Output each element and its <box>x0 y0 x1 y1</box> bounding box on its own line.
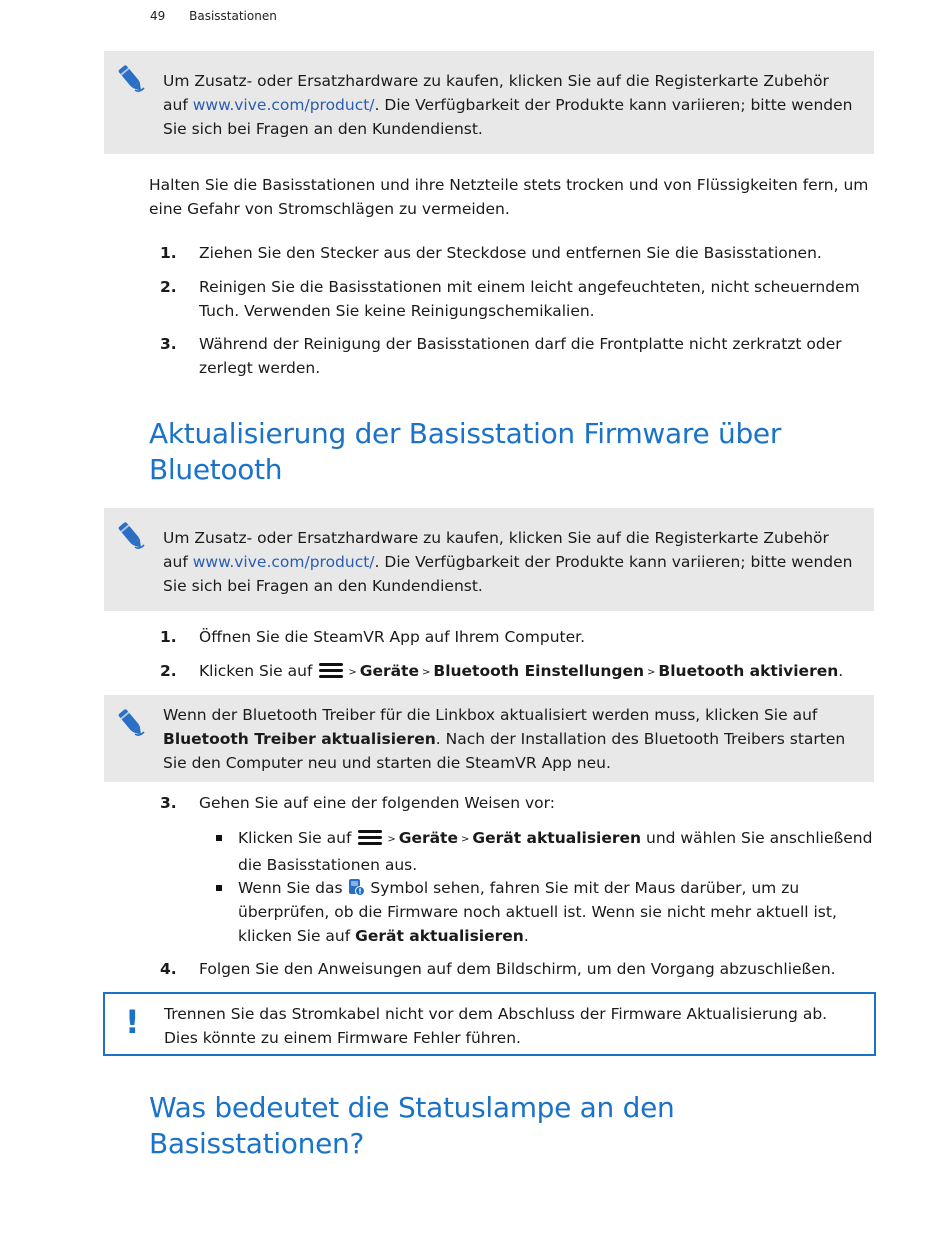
update-device-label: Gerät aktualisieren <box>355 927 524 945</box>
section-title: Basisstationen <box>189 9 277 23</box>
heading-firmware-update: Aktualisierung der Basisstation Firmware über Bluetooth <box>149 417 782 486</box>
hamburger-menu-icon <box>358 828 382 846</box>
menu-item-update-device: Gerät aktualisieren <box>472 829 642 847</box>
firmware-step-3 <box>160 791 874 815</box>
bullet-prefix: Klicken Sie auf <box>238 829 357 847</box>
firmware-step-1 <box>160 625 874 649</box>
note-text-continued: . Nach der Installation des Bluetooth Treibers starten Sie den Computer neu und starten die SteamVR App neu. <box>163 730 846 772</box>
basestation-update-icon <box>347 878 365 896</box>
step-number: 2. <box>160 662 177 680</box>
path-separator: > <box>387 834 396 845</box>
path-separator: > <box>647 667 656 678</box>
page-header <box>150 9 277 23</box>
path-separator: > <box>421 667 431 678</box>
step-prefix: Klicken Sie auf <box>199 662 318 680</box>
exclamation-icon: ! <box>125 1003 140 1041</box>
warning-text: Trennen Sie das Stromkabel nicht vor dem Abschluss der Firmware Aktualisierung ab. Dies könnte zu einem Firmware Fehler führen. <box>164 1005 828 1047</box>
product-link[interactable]: www.vive.com/product/ <box>192 96 375 114</box>
note-text: Um Zusatz- oder Ersatzhardware zu kaufen, klicken Sie auf die Registerkarte Zubehör auf <box>163 72 829 114</box>
menu-item-devices: Geräte <box>359 662 419 680</box>
step-text: Ziehen Sie den Stecker aus der Steckdose und entfernen Sie die Basisstationen. <box>199 244 822 262</box>
path-separator: > <box>460 834 470 845</box>
update-driver-label: Bluetooth Treiber aktualisieren <box>163 730 436 748</box>
bullet-prefix: Wenn Sie das <box>238 879 348 897</box>
path-separator: > <box>348 667 357 678</box>
heading-status-lamp: Was bedeutet die Statuslampe an den Basisstationen? <box>149 1091 675 1160</box>
cleaning-step-3 <box>160 332 874 380</box>
page-number: 49 <box>150 9 166 23</box>
menu-item-devices: Geräte <box>398 829 458 847</box>
firmware-step-2 <box>160 659 874 686</box>
pencil-icon <box>118 521 146 553</box>
note-box-purchase <box>104 51 874 154</box>
warning-box <box>103 992 876 1056</box>
step-suffix: . <box>838 662 844 680</box>
pencil-icon <box>118 64 146 96</box>
bullet-text: Symbol sehen, fahren Sie mit der Maus darüber, um zu überprüfen, ob die Firmware noch aktuell ist. Wenn sie nicht mehr aktuell ist, klicken Sie auf <box>238 879 837 945</box>
step-text: Gehen Sie auf eine der folgenden Weisen vor: <box>199 794 555 812</box>
note-text-continued: . Die Verfügbarkeit der Produkte kann variieren; bitte wenden Sie sich bei Fragen an den Kundendienst. <box>163 553 853 595</box>
step-number: 1. <box>160 628 177 646</box>
step-number: 2. <box>160 278 177 296</box>
bullet-option-2 <box>199 876 874 948</box>
cleaning-step-2 <box>160 275 874 323</box>
note-box-bluetooth-driver <box>104 695 874 782</box>
cleaning-intro: Halten Sie die Basisstationen und ihre Netzteile stets trocken und von Flüssigkeiten fern, um eine Gefahr von Stromschlägen zu vermeiden. <box>149 176 869 218</box>
product-link[interactable]: www.vive.com/product/ <box>192 553 375 571</box>
bullet-suffix: und wählen Sie anschließend die Basisstationen aus. <box>238 829 873 874</box>
bullet-marker <box>216 885 222 891</box>
pencil-icon <box>118 708 146 740</box>
firmware-step-4 <box>160 957 874 981</box>
bullet-marker <box>216 835 222 841</box>
step-number: 1. <box>160 244 177 262</box>
note-box-purchase-2 <box>104 508 874 611</box>
step-number: 4. <box>160 960 177 978</box>
cleaning-step-1 <box>160 241 874 265</box>
step-number: 3. <box>160 335 177 353</box>
note-text-continued: . Die Verfügbarkeit der Produkte kann variieren; bitte wenden Sie sich bei Fragen an den Kundendienst. <box>163 96 853 138</box>
bullet-option-1 <box>199 826 874 877</box>
menu-item-bluetooth-settings: Bluetooth Einstellungen <box>433 662 645 680</box>
step-text: Reinigen Sie die Basisstationen mit einem leicht angefeuchteten, nicht scheuerndem Tuch. Verwenden Sie keine Reinigungschemikalien. <box>199 278 860 320</box>
hamburger-menu-icon <box>319 661 343 679</box>
step-text: Folgen Sie den Anweisungen auf dem Bildschirm, um den Vorgang abzuschließen. <box>199 960 836 978</box>
step-text: Öffnen Sie die SteamVR App auf Ihrem Computer. <box>199 628 586 646</box>
note-text: Wenn der Bluetooth Treiber für die Linkbox aktualisiert werden muss, klicken Sie auf <box>163 706 818 724</box>
step-text <box>199 659 874 686</box>
bullet-suffix: . <box>523 927 529 945</box>
note-text: Um Zusatz- oder Ersatzhardware zu kaufen, klicken Sie auf die Registerkarte Zubehör auf <box>163 529 829 571</box>
step-text: Während der Reinigung der Basisstationen darf die Frontplatte nicht zerkratzt oder zerlegt werden. <box>199 335 842 377</box>
step-number: 3. <box>160 794 177 812</box>
menu-item-enable-bluetooth: Bluetooth aktivieren <box>658 662 839 680</box>
